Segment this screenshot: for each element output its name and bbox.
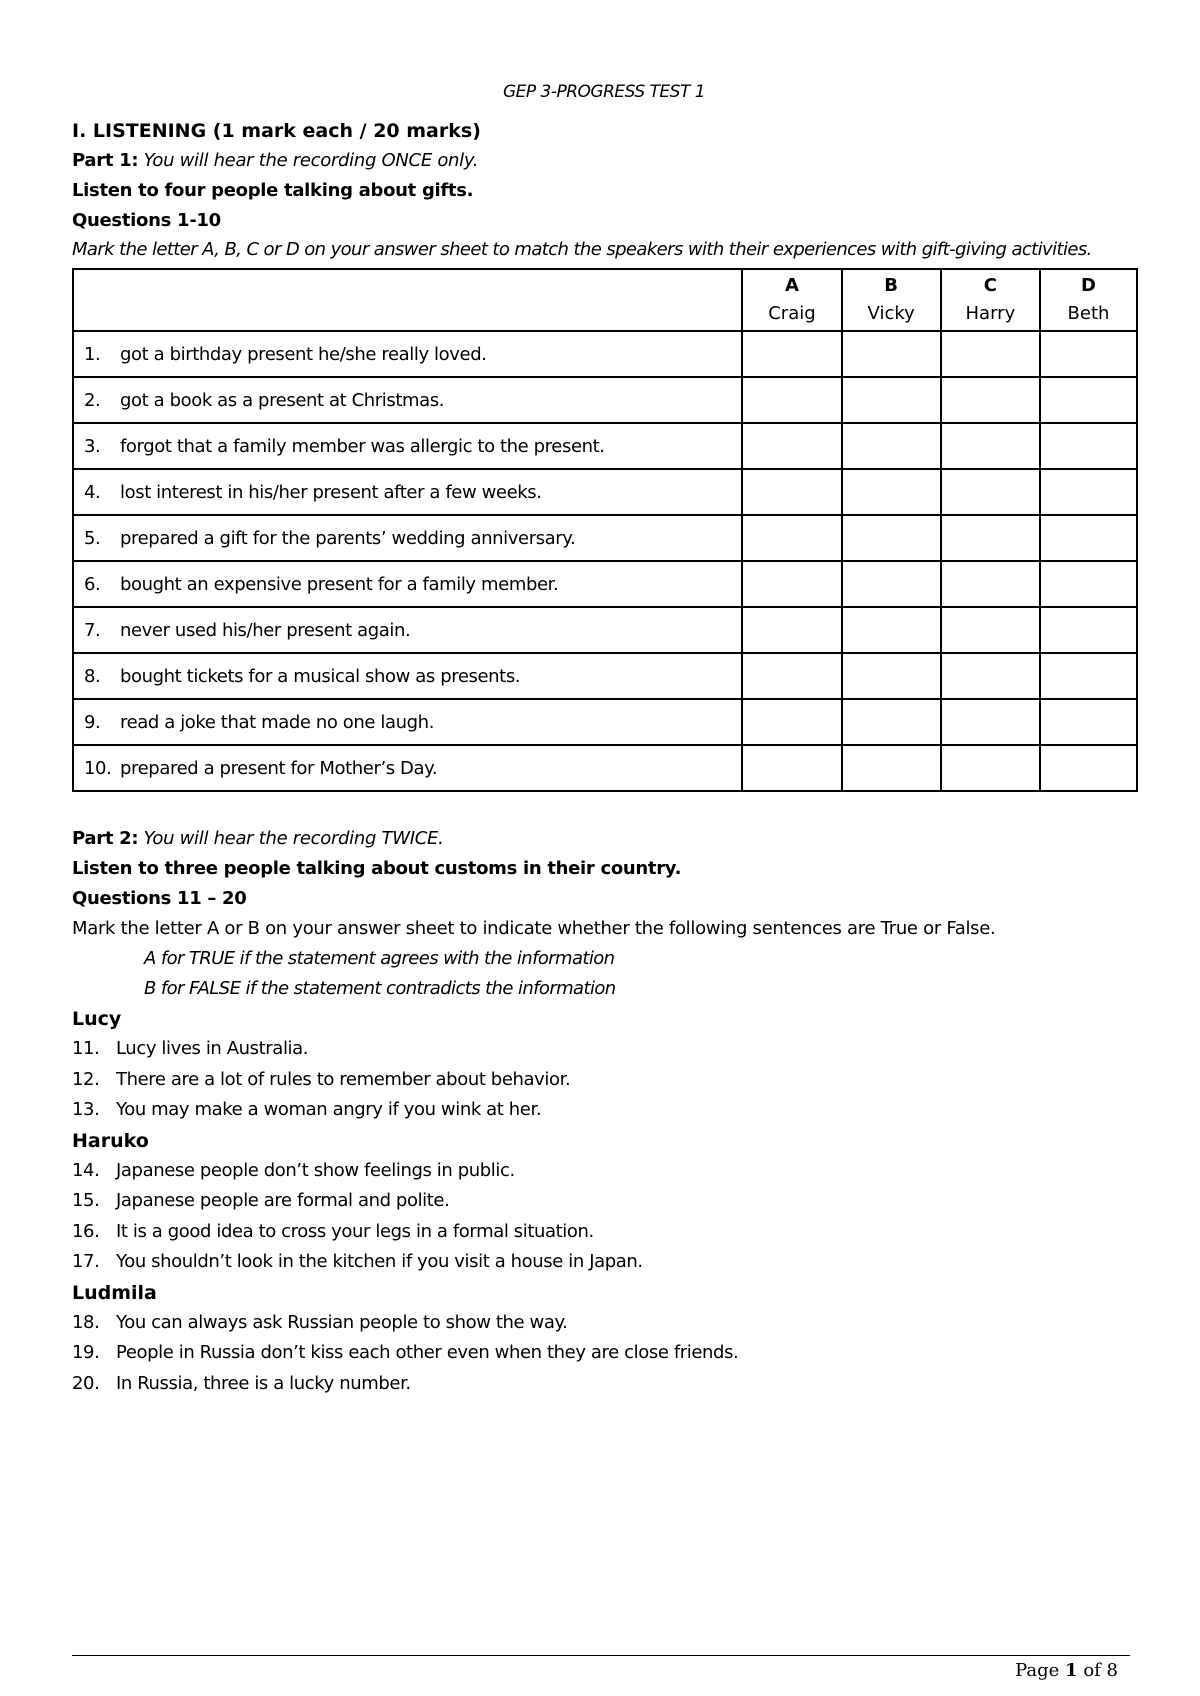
answer-cell xyxy=(742,607,841,653)
question-cell xyxy=(73,469,742,515)
answer-cell xyxy=(742,699,841,745)
answer-cell xyxy=(742,653,841,699)
item-number: 17. xyxy=(72,1251,100,1272)
question-text: never used his/her present again. xyxy=(120,619,411,641)
item-number: 14. xyxy=(72,1159,100,1181)
question-number: 9. xyxy=(84,711,101,733)
part1-heading xyxy=(72,146,1136,176)
list-item xyxy=(72,1338,1136,1369)
item-number: 15. xyxy=(72,1190,100,1211)
item-number: 19. xyxy=(72,1342,100,1363)
answer-cell xyxy=(941,377,1040,423)
answer-cell xyxy=(842,515,941,561)
item-text: Japanese people don’t show feelings in public. xyxy=(116,1159,515,1181)
answer-cell xyxy=(842,699,941,745)
answer-cell xyxy=(842,561,941,607)
option-b-line: B for FALSE if the statement contradicts the information xyxy=(144,978,616,999)
list-item xyxy=(72,1247,1136,1278)
speaker-sections xyxy=(72,1004,1136,1399)
question-number: 6. xyxy=(84,573,101,595)
table-row xyxy=(73,607,1137,653)
answer-cell xyxy=(941,699,1040,745)
answer-cell xyxy=(742,331,841,377)
answer-cell xyxy=(1040,331,1137,377)
part1-note: You will hear the recording ONCE only. xyxy=(143,150,479,171)
question-text: prepared a present for Mother’s Day. xyxy=(120,757,438,779)
question-text: got a birthday present he/she really loved. xyxy=(120,343,487,365)
answer-cell xyxy=(1040,469,1137,515)
table-row xyxy=(73,469,1137,515)
question-text: lost interest in his/her present after a few weeks. xyxy=(120,481,542,503)
answer-cell xyxy=(742,515,841,561)
speaker-name: Ludmila xyxy=(72,1281,157,1304)
question-cell xyxy=(73,377,742,423)
section-title: I. LISTENING (1 mark each / 20 marks) xyxy=(72,120,481,142)
list-item xyxy=(72,1186,1136,1217)
item-text: In Russia, three is a lucky number. xyxy=(116,1372,411,1394)
part1-intro: Listen to four people talking about gifts. xyxy=(72,180,474,201)
answer-cell xyxy=(1040,377,1137,423)
question-cell xyxy=(73,561,742,607)
page-number: Page 1 of 8 xyxy=(1015,1660,1118,1681)
question-text: bought an expensive present for a family member. xyxy=(120,573,559,595)
answer-cell xyxy=(742,745,841,791)
list-item xyxy=(72,1156,1136,1187)
list-item xyxy=(72,1065,1136,1096)
item-number: 18. xyxy=(72,1311,100,1333)
answer-cell xyxy=(941,469,1040,515)
answer-cell xyxy=(941,423,1040,469)
part2-questions-label: Questions 11 – 20 xyxy=(72,888,247,909)
answer-cell xyxy=(941,653,1040,699)
item-text: It is a good idea to cross your legs in a formal situation. xyxy=(116,1220,594,1242)
answer-cell xyxy=(1040,699,1137,745)
answer-cell xyxy=(1040,745,1137,791)
table-header-blank xyxy=(73,269,742,331)
answer-cell xyxy=(742,561,841,607)
table-row xyxy=(73,745,1137,791)
answer-cell xyxy=(1040,423,1137,469)
answer-cell xyxy=(941,561,1040,607)
question-number: 8. xyxy=(84,665,101,687)
question-text: bought tickets for a musical show as presents. xyxy=(120,665,521,687)
matching-table xyxy=(72,268,1138,792)
answer-cell xyxy=(1040,561,1137,607)
item-number: 11. xyxy=(72,1038,100,1059)
item-text: You can always ask Russian people to show the way. xyxy=(116,1311,568,1333)
column-header: A Craig xyxy=(742,269,841,331)
part1-label: Part 1: xyxy=(72,150,139,171)
item-number: 20. xyxy=(72,1372,100,1394)
answer-cell xyxy=(941,745,1040,791)
part2-heading xyxy=(72,824,1136,854)
question-cell xyxy=(73,699,742,745)
question-cell xyxy=(73,515,742,561)
document-page xyxy=(72,82,1136,1399)
item-text: People in Russia don’t kiss each other even when they are close friends. xyxy=(116,1342,739,1363)
question-number: 10. xyxy=(84,757,112,779)
answer-cell xyxy=(941,607,1040,653)
document-title: GEP 3-PROGRESS TEST 1 xyxy=(502,82,706,102)
list-item xyxy=(72,1308,1136,1339)
column-header: C Harry xyxy=(941,269,1040,331)
table-row xyxy=(73,699,1137,745)
option-a-line: A for TRUE if the statement agrees with the information xyxy=(144,948,615,969)
item-text: You may make a woman angry if you wink at her. xyxy=(116,1099,542,1120)
list-item xyxy=(72,1369,1136,1400)
part2-note: You will hear the recording TWICE. xyxy=(143,828,444,849)
answer-cell xyxy=(842,607,941,653)
question-cell xyxy=(73,653,742,699)
column-header: B Vicky xyxy=(842,269,941,331)
list-item xyxy=(72,1034,1136,1065)
item-text: Japanese people are formal and polite. xyxy=(116,1190,450,1211)
question-cell xyxy=(73,331,742,377)
question-text: forgot that a family member was allergic to the present. xyxy=(120,435,605,457)
answer-cell xyxy=(842,331,941,377)
part1-questions-label: Questions 1-10 xyxy=(72,210,221,231)
question-text: prepared a gift for the parents’ wedding anniversary. xyxy=(120,527,576,549)
question-number: 2. xyxy=(84,389,101,411)
question-cell xyxy=(73,607,742,653)
answer-cell xyxy=(842,377,941,423)
footer-divider xyxy=(72,1655,1130,1656)
answer-cell xyxy=(742,377,841,423)
answer-cell xyxy=(742,469,841,515)
table-header-row xyxy=(73,269,1137,331)
table-row xyxy=(73,331,1137,377)
question-cell xyxy=(73,745,742,791)
answer-cell xyxy=(842,469,941,515)
question-text: got a book as a present at Christmas. xyxy=(120,389,445,411)
list-item xyxy=(72,1095,1136,1126)
part1-instruction: Mark the letter A, B, C or D on your answer sheet to match the speakers with their experiences with gift-giving activities. xyxy=(72,239,1092,260)
question-number: 4. xyxy=(84,481,101,503)
question-text: read a joke that made no one laugh. xyxy=(120,711,435,733)
part2-label: Part 2: xyxy=(72,828,139,849)
answer-cell xyxy=(842,745,941,791)
table-row xyxy=(73,377,1137,423)
table-row xyxy=(73,423,1137,469)
speaker-name: Haruko xyxy=(72,1129,149,1152)
question-number: 7. xyxy=(84,619,101,641)
answer-cell xyxy=(1040,515,1137,561)
part2-instruction: Mark the letter A or B on your answer sheet to indicate whether the following sentences are True or False. xyxy=(72,918,996,939)
answer-cell xyxy=(1040,653,1137,699)
answer-cell xyxy=(941,331,1040,377)
answer-cell xyxy=(842,423,941,469)
item-text: There are a lot of rules to remember about behavior. xyxy=(116,1068,571,1090)
question-number: 3. xyxy=(84,435,101,457)
answer-cell xyxy=(941,515,1040,561)
answer-cell xyxy=(1040,607,1137,653)
item-text: You shouldn’t look in the kitchen if you visit a house in Japan. xyxy=(116,1251,643,1272)
question-number: 1. xyxy=(84,343,101,365)
question-cell xyxy=(73,423,742,469)
table-row xyxy=(73,515,1137,561)
item-text: Lucy lives in Australia. xyxy=(116,1038,309,1059)
column-header: D Beth xyxy=(1040,269,1137,331)
table-row xyxy=(73,561,1137,607)
question-number: 5. xyxy=(84,527,101,549)
item-number: 16. xyxy=(72,1220,100,1242)
answer-cell xyxy=(742,423,841,469)
item-number: 13. xyxy=(72,1099,100,1120)
answer-cell xyxy=(842,653,941,699)
speaker-name: Lucy xyxy=(72,1008,122,1030)
item-number: 12. xyxy=(72,1068,100,1090)
list-item xyxy=(72,1217,1136,1248)
part2-intro: Listen to three people talking about customs in their country. xyxy=(72,858,682,879)
table-row xyxy=(73,653,1137,699)
